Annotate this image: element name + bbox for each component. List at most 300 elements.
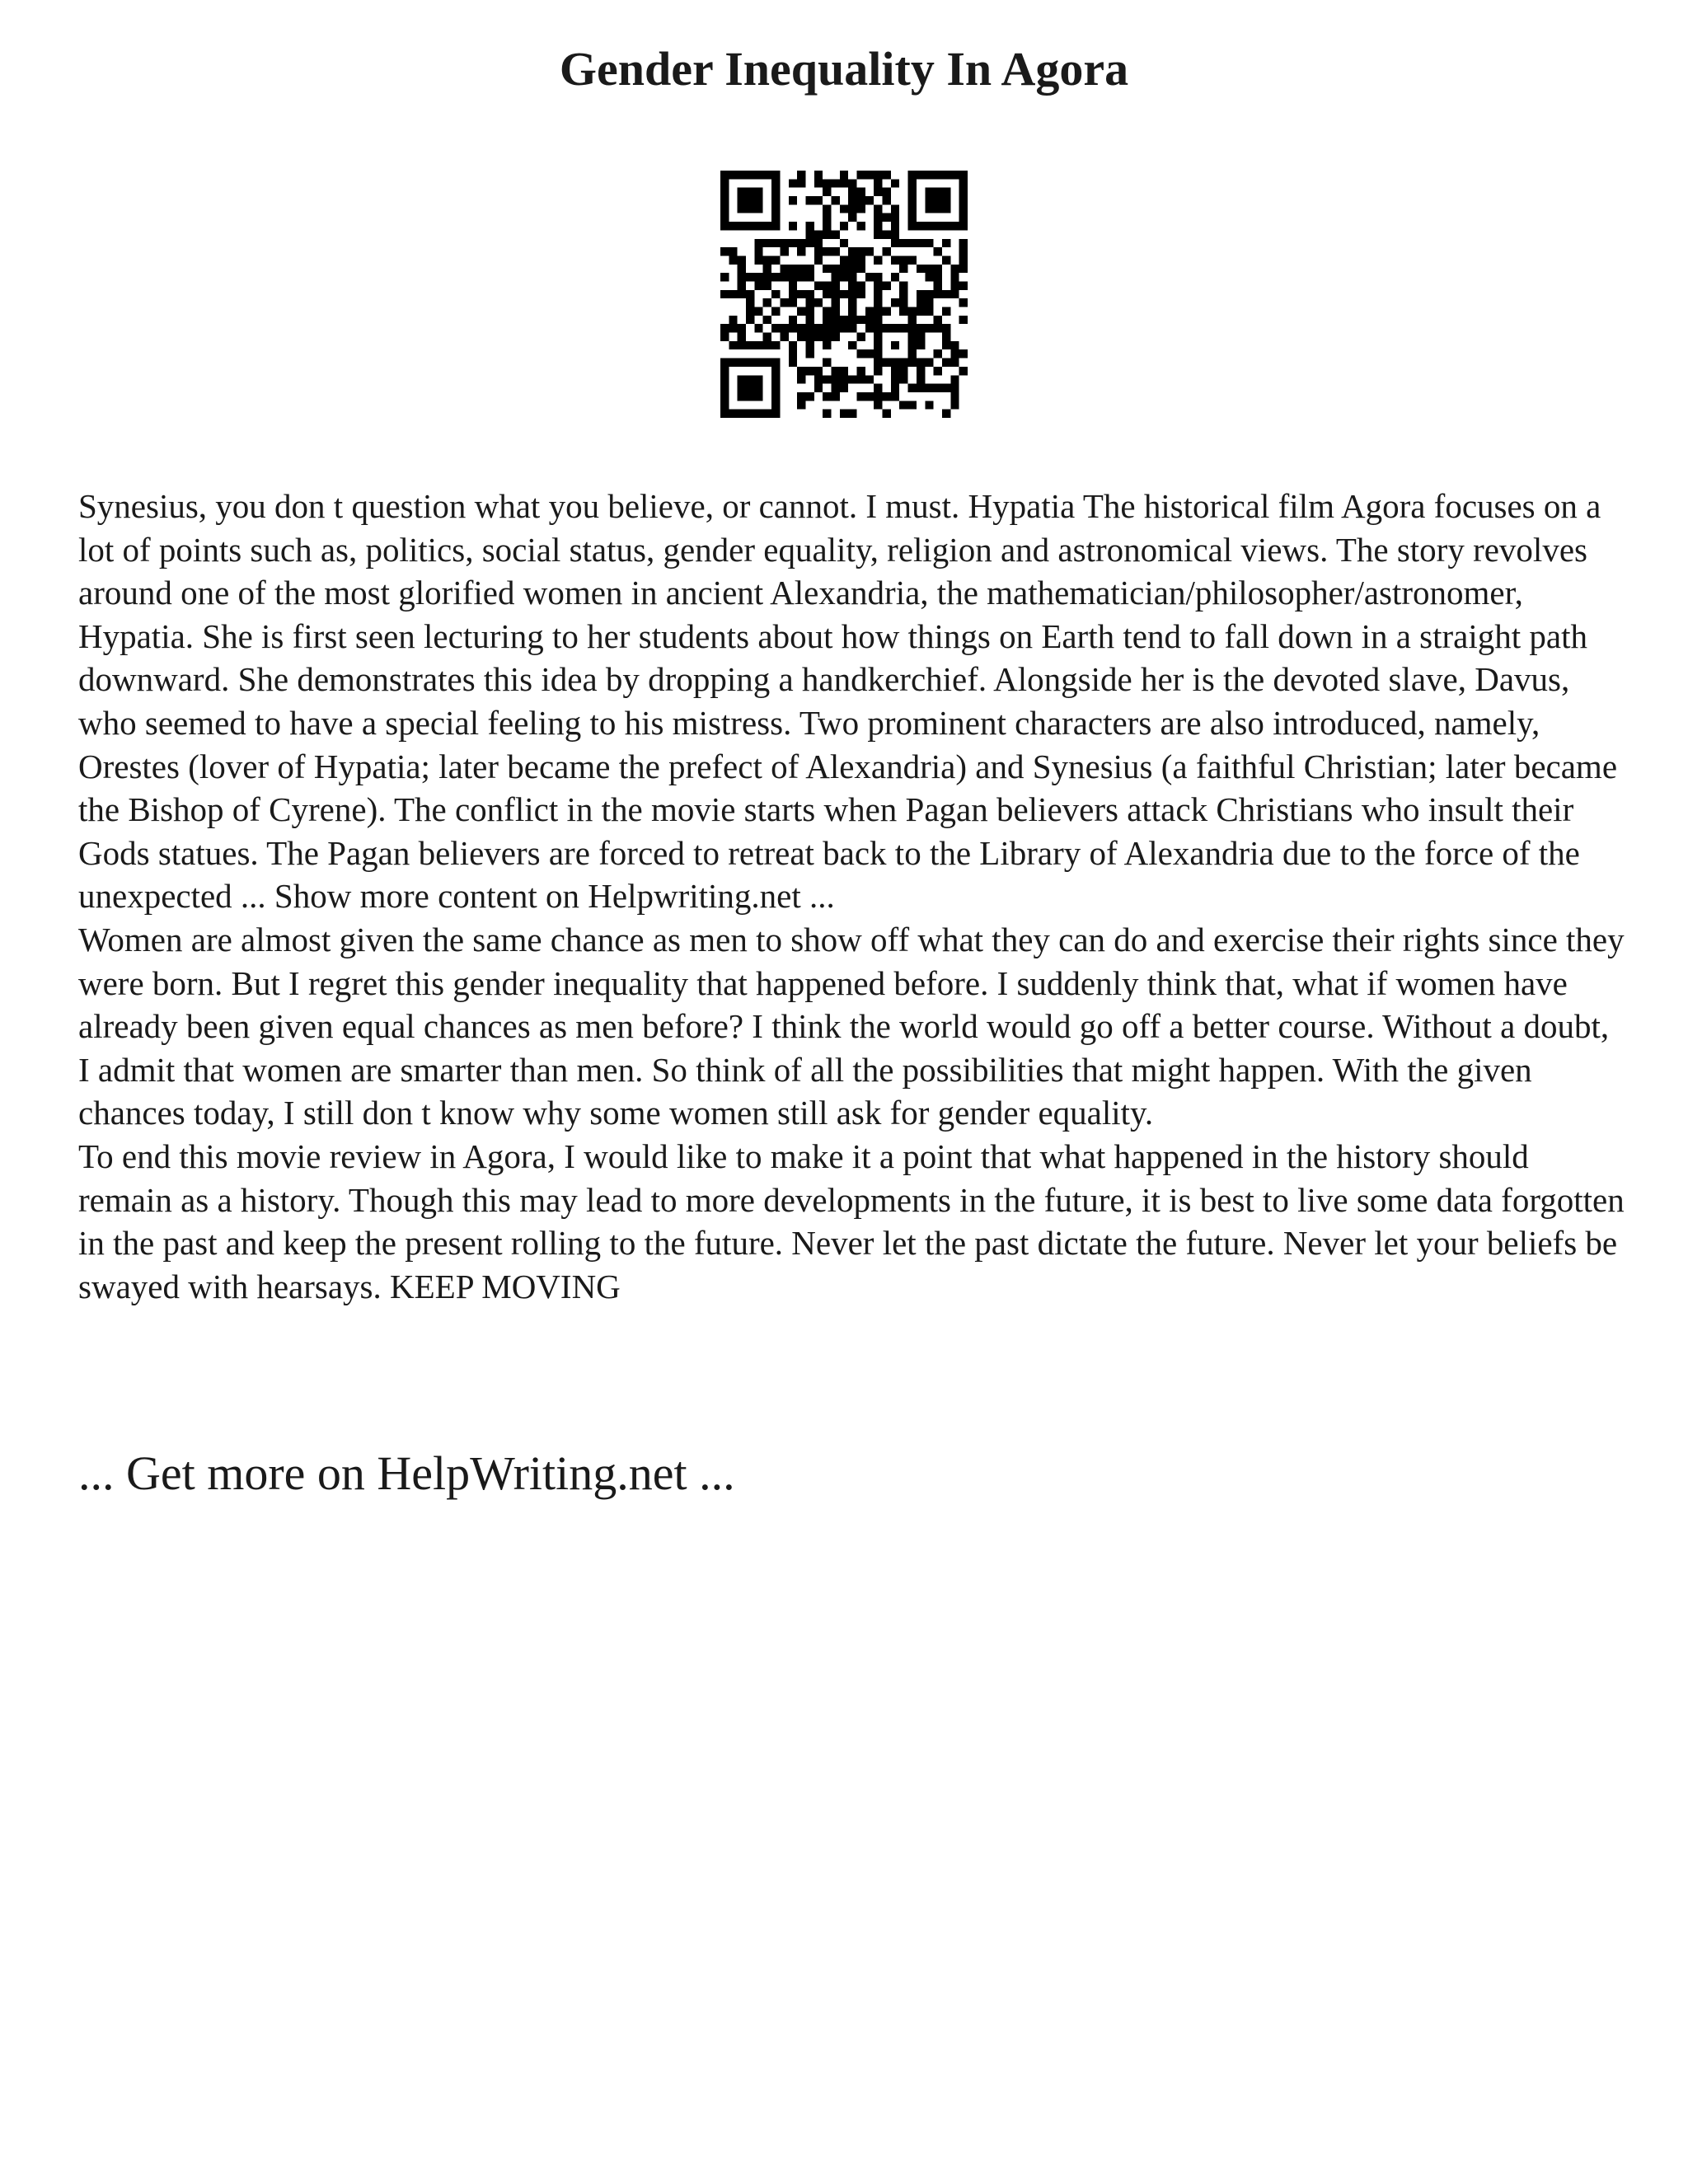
qr-module: [857, 281, 865, 289]
qr-module: [780, 265, 788, 273]
qr-module: [789, 349, 797, 358]
qr-module: [754, 196, 762, 204]
qr-module: [831, 196, 839, 204]
qr-module: [763, 410, 771, 418]
qr-module: [797, 265, 805, 273]
qr-module: [823, 213, 831, 222]
qr-module: [925, 307, 933, 316]
qr-module: [934, 188, 942, 196]
qr-module: [891, 324, 899, 332]
qr-module: [746, 375, 754, 383]
qr-module: [891, 273, 899, 281]
get-more-link[interactable]: ... Get more on HelpWriting.net ...: [78, 1446, 735, 1500]
qr-module: [934, 204, 942, 213]
qr-module: [754, 324, 762, 332]
qr-module: [805, 265, 814, 273]
qr-module: [780, 324, 788, 332]
qr-module: [899, 367, 907, 375]
qr-module: [950, 359, 959, 367]
qr-module: [840, 171, 848, 179]
qr-module: [883, 281, 891, 289]
qr-module: [874, 359, 882, 367]
qr-module: [899, 239, 907, 247]
qr-module: [805, 324, 814, 332]
qr-module: [720, 367, 729, 375]
qr-module: [720, 247, 729, 255]
qr-module: [746, 188, 754, 196]
qr-module: [754, 239, 762, 247]
qr-module: [865, 349, 874, 358]
qr-module: [823, 222, 831, 230]
qr-module: [746, 171, 754, 179]
qr-module: [908, 196, 917, 204]
qr-module: [814, 171, 823, 179]
qr-module: [746, 273, 754, 281]
qr-module: [738, 281, 746, 289]
qr-module: [917, 222, 925, 230]
qr-module: [754, 307, 762, 316]
qr-module: [814, 298, 823, 307]
qr-module: [831, 298, 839, 307]
qr-module: [899, 324, 907, 332]
qr-module: [917, 333, 925, 341]
qr-module: [797, 392, 805, 401]
qr-module: [823, 290, 831, 298]
qr-module: [848, 255, 856, 264]
qr-module: [720, 410, 729, 418]
qr-module: [823, 359, 831, 367]
qr-module: [763, 265, 771, 273]
qr-module: [891, 230, 899, 238]
qr-module: [797, 171, 805, 179]
qr-module: [771, 255, 780, 264]
qr-module: [797, 401, 805, 409]
qr-module: [823, 333, 831, 341]
qr-module: [908, 213, 917, 222]
qr-module: [771, 171, 780, 179]
qr-module: [883, 171, 891, 179]
qr-module: [925, 273, 933, 281]
qr-module: [950, 392, 959, 401]
qr-module: [934, 384, 942, 392]
qr-module: [950, 401, 959, 409]
qr-module: [925, 196, 933, 204]
qr-module: [797, 333, 805, 341]
qr-module: [823, 204, 831, 213]
qr-module: [942, 171, 950, 179]
qr-module: [738, 375, 746, 383]
qr-module: [934, 265, 942, 273]
qr-module: [934, 196, 942, 204]
qr-module: [942, 290, 950, 298]
qr-module: [805, 367, 814, 375]
qr-module: [754, 204, 762, 213]
qr-module: [959, 349, 968, 358]
qr-code-icon[interactable]: [720, 171, 968, 418]
qr-module: [797, 179, 805, 187]
qr-module: [908, 171, 917, 179]
qr-module: [840, 255, 848, 264]
qr-module: [805, 341, 814, 349]
qr-module: [840, 316, 848, 324]
qr-module: [805, 349, 814, 358]
qr-module: [729, 410, 737, 418]
qr-module: [840, 290, 848, 298]
qr-module: [729, 247, 737, 255]
qr-module: [874, 213, 882, 222]
qr-module: [780, 298, 788, 307]
qr-module: [754, 392, 762, 401]
qr-module: [959, 298, 968, 307]
qr-module: [848, 410, 856, 418]
qr-module: [729, 341, 737, 349]
qr-module: [840, 239, 848, 247]
qr-module: [917, 171, 925, 179]
qr-module: [950, 349, 959, 358]
qr-module: [874, 392, 882, 401]
qr-module: [917, 265, 925, 273]
qr-module: [925, 204, 933, 213]
qr-module: [891, 375, 899, 383]
qr-module: [883, 196, 891, 204]
qr-module: [720, 179, 729, 187]
qr-module: [925, 384, 933, 392]
qr-module: [934, 316, 942, 324]
qr-module: [771, 367, 780, 375]
qr-module: [917, 290, 925, 298]
qr-module: [942, 188, 950, 196]
qr-module: [814, 239, 823, 247]
qr-module: [942, 222, 950, 230]
qr-module: [959, 367, 968, 375]
qr-module: [874, 230, 882, 238]
qr-module: [738, 204, 746, 213]
qr-module: [865, 196, 874, 204]
qr-module: [950, 384, 959, 392]
qr-module: [746, 298, 754, 307]
qr-module: [771, 392, 780, 401]
qr-module: [848, 375, 856, 383]
qr-module: [771, 179, 780, 187]
qr-module: [942, 239, 950, 247]
qr-module: [908, 255, 917, 264]
qr-module: [763, 316, 771, 324]
qr-module: [934, 349, 942, 358]
qr-module: [925, 222, 933, 230]
qr-module: [891, 392, 899, 401]
qr-module: [959, 265, 968, 273]
qr-module: [942, 196, 950, 204]
qr-module: [883, 359, 891, 367]
qr-module: [874, 179, 882, 187]
qr-module: [891, 255, 899, 264]
qr-module: [814, 247, 823, 255]
qr-module: [754, 171, 762, 179]
qr-module: [950, 375, 959, 383]
qr-module: [959, 171, 968, 179]
qr-module: [917, 307, 925, 316]
qr-module: [771, 222, 780, 230]
qr-module: [738, 171, 746, 179]
qr-module: [763, 341, 771, 349]
qr-module: [746, 196, 754, 204]
qr-module: [934, 324, 942, 332]
qr-module: [771, 410, 780, 418]
qr-module: [720, 171, 729, 179]
qr-module: [814, 375, 823, 383]
qr-module: [823, 316, 831, 324]
qr-module: [789, 222, 797, 230]
qr-module: [746, 307, 754, 316]
qr-module: [874, 316, 882, 324]
qr-module: [831, 384, 839, 392]
qr-module: [738, 333, 746, 341]
qr-module: [771, 324, 780, 332]
qr-module: [720, 196, 729, 204]
paragraph-intro: Synesius, you don t question what you believe, or cannot. I must. Hypatia The historical film Agora focuses on a lot of points such as, politics, social status, gender equality, religion and astronomical views. The story revolves around one of the most glorified women in ancient Alexandria, the mathematician/philosopher/astronomer, Hypatia. She is first seen lecturing to her students about how things on Earth tend to fall down in a straight path downward. She demonstrates this idea by dropping a handkerchief. Alongside her is the devoted slave, Davus, who seemed to have a special feeling to his mistress. Two prominent characters are also introduced, namely, Orestes (lover of Hypatia; later became the prefect of Alexandria) and Synesius (a faithful Christian; later became the Bishop of Cyrene). The conflict in the movie starts when Pagan believers attack Christians who insult their Gods statues. The Pagan believers are forced to retreat back to the Library of Alexandria due to the force of the unexpected ... Show more content on Helpwriting.net ...: [78, 487, 1618, 916]
qr-module: [754, 384, 762, 392]
qr-module: [883, 307, 891, 316]
qr-module: [814, 230, 823, 238]
qr-module: [823, 324, 831, 332]
qr-module: [831, 333, 839, 341]
qr-module: [857, 247, 865, 255]
qr-module: [908, 307, 917, 316]
qr-module: [720, 359, 729, 367]
qr-module: [891, 384, 899, 392]
qr-module: [805, 298, 814, 307]
qr-module: [874, 290, 882, 298]
qr-module: [823, 341, 831, 349]
qr-module: [720, 324, 729, 332]
qr-module: [729, 171, 737, 179]
qr-module: [857, 392, 865, 401]
qr-module: [789, 273, 797, 281]
qr-module: [763, 359, 771, 367]
qr-module: [823, 307, 831, 316]
qr-module: [908, 204, 917, 213]
qr-module: [720, 392, 729, 401]
qr-module: [883, 247, 891, 255]
qr-module: [729, 255, 737, 264]
qr-module: [959, 222, 968, 230]
qr-module: [754, 188, 762, 196]
qr-module: [857, 349, 865, 358]
qr-module: [814, 324, 823, 332]
qr-module: [874, 222, 882, 230]
qr-module: [891, 179, 899, 187]
qr-module: [746, 341, 754, 349]
qr-module: [771, 401, 780, 409]
qr-module: [797, 290, 805, 298]
qr-module: [797, 367, 805, 375]
qr-module: [942, 341, 950, 349]
qr-module: [908, 341, 917, 349]
qr-module: [720, 384, 729, 392]
qr-module: [899, 307, 907, 316]
qr-module: [959, 213, 968, 222]
qr-module: [738, 359, 746, 367]
qr-module: [874, 171, 882, 179]
qr-module: [883, 324, 891, 332]
qr-module: [874, 298, 882, 307]
qr-module: [763, 281, 771, 289]
qr-module: [738, 392, 746, 401]
qr-module: [771, 273, 780, 281]
qr-module: [814, 255, 823, 264]
qr-module: [789, 196, 797, 204]
qr-module: [959, 188, 968, 196]
qr-module: [746, 384, 754, 392]
qr-module: [754, 359, 762, 367]
qr-module: [771, 341, 780, 349]
qr-module: [950, 171, 959, 179]
qr-module: [848, 316, 856, 324]
qr-module: [908, 179, 917, 187]
qr-module: [805, 290, 814, 298]
qr-module: [840, 367, 848, 375]
qr-module: [934, 290, 942, 298]
qr-module: [754, 273, 762, 281]
qr-module: [840, 384, 848, 392]
qr-module: [831, 247, 839, 255]
qr-module: [763, 273, 771, 281]
qr-module: [891, 298, 899, 307]
qr-module: [797, 375, 805, 383]
qr-module: [763, 222, 771, 230]
qr-module: [917, 384, 925, 392]
qr-module: [720, 290, 729, 298]
qr-module: [738, 341, 746, 349]
qr-module: [797, 247, 805, 255]
qr-module: [959, 179, 968, 187]
qr-module: [848, 196, 856, 204]
qr-module: [780, 273, 788, 281]
qr-module: [857, 222, 865, 230]
qr-module: [857, 265, 865, 273]
qr-module: [805, 239, 814, 247]
qr-module: [908, 333, 917, 341]
qr-module: [823, 375, 831, 383]
qr-module: [857, 204, 865, 213]
qr-module: [738, 196, 746, 204]
qr-module: [959, 204, 968, 213]
qr-module: [874, 384, 882, 392]
qr-module: [746, 222, 754, 230]
paragraph-women: Women are almost given the same chance as men to show off what they can do and exercise their rights since they were born. But I regret this gender inequality that happened before. I suddenly think that, what if women have already been given equal chances as men before? I think the world would go off a better course. Without a doubt, I admit that women are smarter than men. So think of all the possibilities that might happen. With the given chances today, I still don t know why some women still ask for gender equality.: [78, 920, 1625, 1132]
qr-module: [942, 255, 950, 264]
qr-module: [763, 298, 771, 307]
qr-module: [848, 213, 856, 222]
qr-module: [899, 265, 907, 273]
qr-module: [805, 333, 814, 341]
qr-module: [891, 367, 899, 375]
qr-module: [857, 367, 865, 375]
qr-module: [789, 359, 797, 367]
qr-module: [848, 204, 856, 213]
qr-module: [891, 222, 899, 230]
qr-module: [738, 273, 746, 281]
qr-module: [917, 375, 925, 383]
qr-module: [865, 324, 874, 332]
qr-module: [925, 359, 933, 367]
qr-module: [738, 265, 746, 273]
qr-module: [917, 359, 925, 367]
qr-module: [738, 255, 746, 264]
qr-module: [848, 265, 856, 273]
qr-module: [840, 410, 848, 418]
qr-module: [942, 359, 950, 367]
qr-module: [959, 281, 968, 289]
qr-module: [925, 188, 933, 196]
qr-module: [831, 324, 839, 332]
qr-module: [789, 324, 797, 332]
qr-module: [925, 239, 933, 247]
qr-module: [883, 410, 891, 418]
qr-module: [738, 410, 746, 418]
qr-module: [942, 324, 950, 332]
qr-module: [950, 341, 959, 349]
qr-module: [942, 307, 950, 316]
qr-module: [823, 281, 831, 289]
qr-module: [771, 384, 780, 392]
paragraph-conclusion: To end this movie review in Agora, I would like to make it a point that what happened in the history should remain as a history. Though this may lead to more developments in the future, it is best to live some data forgotten in the past and keep the present rolling to the future. Never let the past dictate the future. Never let your beliefs be swayed with hearsays. KEEP MOVING: [78, 1137, 1625, 1305]
qr-module: [840, 179, 848, 187]
qr-module: [950, 265, 959, 273]
qr-module: [814, 367, 823, 375]
qr-module: [959, 196, 968, 204]
qr-module: [874, 204, 882, 213]
qr-module: [848, 324, 856, 332]
qr-module: [959, 239, 968, 247]
qr-module: [848, 298, 856, 307]
qr-module: [831, 273, 839, 281]
qr-module: [942, 204, 950, 213]
qr-module: [874, 367, 882, 375]
qr-module: [908, 359, 917, 367]
qr-module: [848, 273, 856, 281]
qr-module: [805, 230, 814, 238]
qr-module: [754, 222, 762, 230]
qr-module: [754, 375, 762, 383]
qr-module: [934, 247, 942, 255]
qr-module: [899, 281, 907, 289]
qr-module: [891, 341, 899, 349]
qr-module: [908, 324, 917, 332]
qr-module: [754, 410, 762, 418]
qr-module: [899, 401, 907, 409]
qr-module: [789, 179, 797, 187]
qr-module: [771, 239, 780, 247]
qr-module: [874, 255, 882, 264]
qr-module: [942, 410, 950, 418]
qr-module: [831, 367, 839, 375]
qr-module: [840, 375, 848, 383]
qr-module: [729, 316, 737, 324]
qr-module: [959, 316, 968, 324]
qr-module: [729, 324, 737, 332]
qr-module: [831, 307, 839, 316]
qr-module: [789, 298, 797, 307]
qr-module: [848, 179, 856, 187]
qr-module: [857, 196, 865, 204]
qr-module: [738, 384, 746, 392]
qr-module: [840, 222, 848, 230]
qr-module: [840, 204, 848, 213]
qr-module: [823, 179, 831, 187]
qr-module: [780, 239, 788, 247]
article-body: [78, 485, 1628, 1308]
